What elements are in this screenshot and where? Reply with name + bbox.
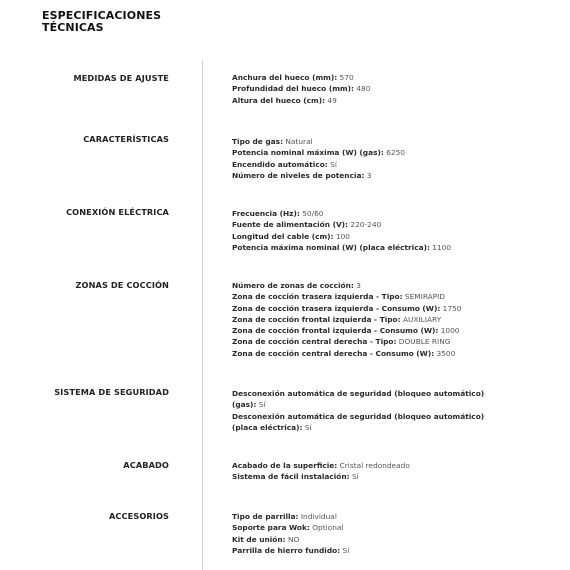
- spec-value: 570: [339, 73, 354, 82]
- spec-value: 6250: [386, 148, 405, 158]
- section-heading: ACCESORIOS: [108, 511, 169, 521]
- spec-value: 1750: [442, 303, 462, 313]
- spec-row: [232, 280, 562, 291]
- spec-row: [232, 136, 562, 147]
- spec-label: Anchura del hueco (mm):: [232, 73, 338, 82]
- spec-value: 3500: [436, 348, 456, 358]
- spec-label: Zona de cocción trasera izquierda - Consumo (W):: [232, 303, 441, 313]
- spec-value: 50/60: [302, 209, 324, 218]
- spec-label: Zona de cocción frontal izquierda - Consumo (W):: [232, 326, 439, 336]
- spec-list: [232, 136, 562, 181]
- spec-row: [232, 388, 494, 411]
- page-title: [42, 10, 242, 34]
- spec-value: Optional: [312, 523, 344, 533]
- section-heading: ZONAS DE COCCIÓN: [75, 280, 169, 290]
- spec-label: Frecuencia (Hz):: [232, 209, 300, 218]
- spec-list: [232, 208, 562, 253]
- spec-label: Potencia máxima nominal (W) (placa eléctrica):: [232, 242, 430, 252]
- spec-row: [232, 325, 562, 336]
- spec-row: [232, 545, 562, 556]
- spec-row: [232, 208, 562, 219]
- page-title-line2: TÉCNICAS: [42, 21, 104, 34]
- spec-row: [232, 147, 562, 158]
- spec-row: [232, 83, 562, 94]
- section-heading: MEDIDAS DE AJUSTE: [73, 73, 169, 83]
- spec-label: Número de niveles de potencia:: [232, 170, 365, 180]
- spec-row: [232, 348, 562, 359]
- column-divider: [202, 60, 203, 570]
- spec-list: [232, 280, 562, 359]
- spec-row: [232, 411, 494, 434]
- spec-label: Desconexión automática de seguridad (bloqueo automático) (gas):: [232, 389, 485, 410]
- spec-list: [232, 511, 562, 556]
- spec-row: [232, 219, 562, 230]
- section-heading: SISTEMA DE SEGURIDAD: [54, 387, 169, 397]
- spec-label: Zona de cocción central derecha - Tipo:: [232, 337, 397, 347]
- spec-value: DOUBLE RING: [398, 337, 451, 347]
- spec-label: Soporte para Wok:: [232, 523, 310, 533]
- spec-row: [232, 511, 562, 522]
- spec-label: Kit de unión:: [232, 534, 286, 544]
- spec-value: NO: [287, 534, 300, 544]
- spec-list: [232, 72, 562, 106]
- spec-label: Zona de cocción central derecha - Consumo (W):: [232, 348, 435, 358]
- spec-row: [232, 95, 562, 106]
- spec-value: 480: [356, 84, 371, 94]
- spec-label: Número de zonas de cocción:: [232, 281, 354, 290]
- spec-label: Zona de cocción trasera izquierda - Tipo:: [232, 292, 403, 302]
- spec-label: Sistema de fácil instalación:: [232, 472, 350, 482]
- section-heading: CONEXIÓN ELÉCTRICA: [66, 207, 169, 217]
- spec-list: [232, 388, 562, 433]
- spec-value: 49: [327, 95, 337, 105]
- spec-row: [232, 471, 562, 482]
- spec-value: 3: [356, 281, 361, 290]
- page-title-line1: ESPECIFICACIONES: [42, 9, 162, 22]
- spec-label: Zona de cocción frontal izquierda - Tipo:: [232, 314, 401, 324]
- spec-row: [232, 291, 562, 302]
- spec-row: [232, 170, 562, 181]
- spec-value: Sí: [351, 472, 359, 482]
- spec-value: Cristal redondeado: [339, 461, 410, 470]
- spec-value: Individual: [300, 512, 337, 521]
- spec-value: Natural: [285, 137, 313, 146]
- spec-label: Tipo de gas:: [232, 137, 284, 146]
- spec-label: Acabado de la superficie:: [232, 461, 338, 470]
- spec-label: Encendido automático:: [232, 159, 328, 169]
- spec-value: 100: [335, 231, 350, 241]
- spec-row: [232, 303, 562, 314]
- spec-row: [232, 159, 562, 170]
- spec-row: [232, 314, 562, 325]
- spec-row: [232, 242, 562, 253]
- spec-value: 3: [366, 170, 372, 180]
- spec-label: Longitud del cable (cm):: [232, 231, 334, 241]
- spec-label: Potencia nominal máxima (W) (gas):: [232, 148, 384, 158]
- spec-label: Desconexión automática de seguridad (bloqueo automático) (placa eléctrica):: [232, 411, 485, 432]
- spec-row: [232, 534, 562, 545]
- spec-value: Sí: [258, 400, 266, 410]
- section-heading: CARACTERÍSTICAS: [83, 134, 169, 144]
- spec-row: [232, 522, 562, 533]
- spec-value: 1000: [440, 326, 460, 336]
- spec-label: Parrilla de hierro fundido:: [232, 545, 341, 555]
- spec-row: [232, 72, 562, 83]
- spec-value: Sí: [342, 545, 350, 555]
- spec-value: AUXILIARY: [402, 314, 442, 324]
- spec-value: 220-240: [350, 220, 382, 230]
- spec-value: 1100: [432, 242, 452, 252]
- spec-value: Sí: [330, 159, 337, 169]
- spec-row: [232, 460, 562, 471]
- spec-label: Altura del hueco (cm):: [232, 95, 326, 105]
- spec-row: [232, 231, 562, 242]
- spec-label: Tipo de parrilla:: [232, 512, 299, 521]
- spec-label: Profundidad del hueco (mm):: [232, 84, 354, 94]
- spec-label: Fuente de alimentación (V):: [232, 220, 349, 230]
- section-heading: ACABADO: [123, 460, 169, 470]
- spec-value: Sí: [304, 422, 312, 432]
- spec-list: [232, 460, 562, 483]
- spec-row: [232, 336, 562, 347]
- spec-value: SEMIRAPID: [404, 292, 446, 302]
